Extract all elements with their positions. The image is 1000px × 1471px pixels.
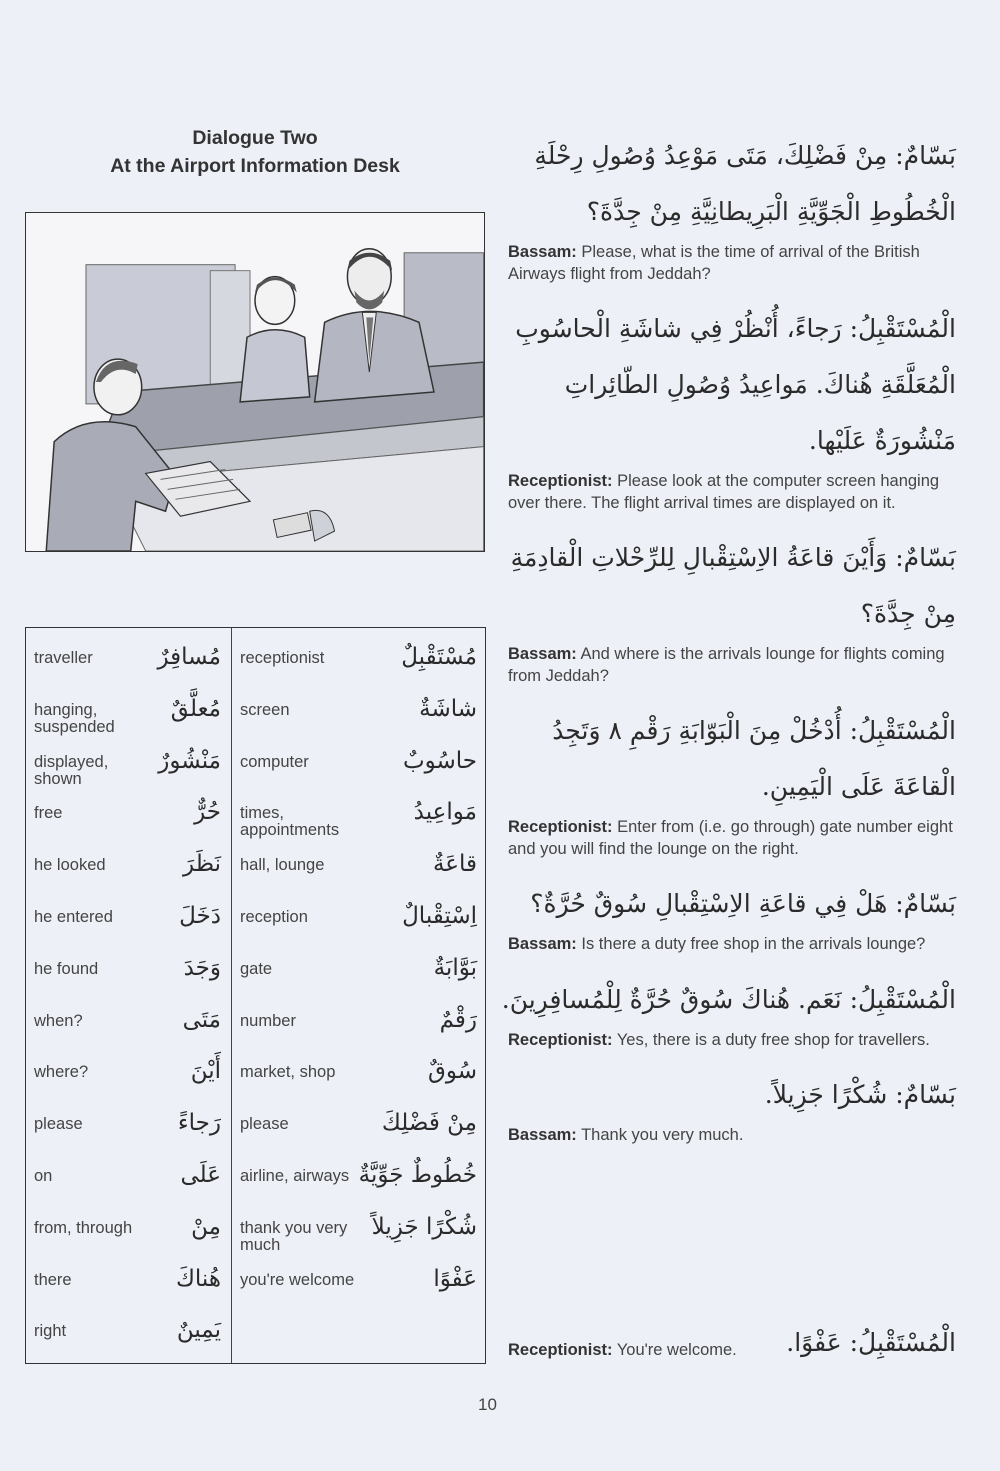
vocab-english: gate bbox=[240, 959, 273, 978]
vocab-row bbox=[26, 843, 231, 895]
vocab-row bbox=[26, 1258, 231, 1310]
vocab-row bbox=[26, 895, 231, 947]
vocab-row bbox=[232, 1154, 485, 1206]
vocab-arabic: مُعلَّقٌ bbox=[170, 695, 221, 722]
vocab-row bbox=[232, 947, 485, 999]
vocab-arabic: وَجَدَ bbox=[183, 954, 221, 981]
vocab-arabic: مُسْتَقْبِلٌ bbox=[401, 644, 477, 670]
arabic-line: مِنْ جِدَّةَ؟ bbox=[860, 599, 956, 628]
vocab-arabic: مَتَى bbox=[182, 1006, 221, 1033]
vocab-arabic: يَمِينٌ bbox=[176, 1317, 221, 1344]
vocab-english: screen bbox=[240, 700, 290, 719]
dialogue-subtitle: At the Airport Information Desk bbox=[110, 155, 400, 177]
arabic-line: مَنْشُورَةٌ عَلَيْها. bbox=[808, 426, 956, 455]
english-translation bbox=[508, 242, 956, 285]
vocab-row bbox=[26, 688, 231, 740]
vocab-arabic: شاشَةٌ bbox=[419, 695, 477, 722]
english-translation bbox=[508, 1030, 956, 1052]
vocab-arabic: مِنْ bbox=[191, 1213, 221, 1240]
vocab-row bbox=[232, 999, 485, 1051]
vocab-row bbox=[26, 1154, 231, 1206]
vocab-row bbox=[232, 636, 485, 688]
vocab-english: thank you very much bbox=[240, 1218, 348, 1254]
translation-text: Thank you very much. bbox=[581, 1126, 744, 1144]
dialogue-exchange bbox=[506, 1067, 956, 1147]
vocab-row bbox=[26, 1206, 231, 1258]
vocab-row bbox=[26, 1309, 231, 1361]
speaker-name: Bassam: bbox=[508, 645, 577, 663]
vocab-english: right bbox=[34, 1322, 67, 1341]
vocab-english: he looked bbox=[34, 856, 106, 875]
arabic-line: الْمُسْتَقْبِلُ: رَجاءً، أُنْظُرْ فِي شاشَةِ الْحاسُوبِ bbox=[515, 314, 956, 343]
vocab-row bbox=[232, 843, 485, 895]
arabic-line: الْمُسْتَقْبِلُ: عَفْوًا. bbox=[786, 1328, 956, 1357]
translation-text: Yes, there is a duty free shop for travellers. bbox=[616, 1030, 930, 1049]
vocab-arabic: حُرٌّ bbox=[194, 799, 221, 826]
arabic-line: بَسّامٌ: شُكْرًا جَزِيلاً. bbox=[764, 1080, 956, 1109]
vocab-english: please bbox=[34, 1115, 83, 1134]
vocab-english: computer bbox=[240, 752, 309, 771]
dialogue-exchange bbox=[506, 128, 956, 285]
vocab-arabic: شُكْرًا جَزِيلاً bbox=[371, 1213, 477, 1240]
translation-text: Please, what is the time of arrival of the British Airways flight from Jeddah? bbox=[508, 243, 920, 283]
speaker-name: Receptionist: bbox=[508, 472, 613, 490]
airport-desk-illustration bbox=[25, 212, 485, 552]
vocab-english: he found bbox=[34, 959, 99, 978]
vocab-arabic: عَفْوًا bbox=[433, 1265, 477, 1292]
vocab-row bbox=[26, 636, 231, 688]
vocabulary-column-right bbox=[232, 636, 485, 1309]
vocab-english: he entered bbox=[34, 907, 113, 926]
vocab-arabic: مُسافِرٌ bbox=[157, 644, 221, 670]
vocab-arabic: اِسْتِقْبالٌ bbox=[402, 902, 477, 929]
vocab-arabic: مَنْشُورٌ bbox=[158, 747, 221, 774]
vocab-english: airline, airways bbox=[240, 1166, 350, 1185]
vocab-english: receptionist bbox=[240, 649, 325, 667]
vocab-arabic: قاعَةٌ bbox=[432, 851, 477, 878]
dialogue-title: Dialogue Two bbox=[192, 127, 318, 149]
dialogue-exchange bbox=[506, 703, 956, 860]
speaker-name: Bassam: bbox=[508, 935, 577, 953]
translation-text: Enter from (i.e. go through) gate number eight and you will find the lounge on the right. bbox=[508, 818, 953, 858]
vocab-row bbox=[232, 1050, 485, 1102]
dialogue-exchange bbox=[506, 530, 956, 687]
vocab-arabic: رَجاءً bbox=[177, 1110, 221, 1137]
vocab-row bbox=[26, 999, 231, 1051]
arabic-line: الْمُسْتَقْبِلُ: نَعَم. هُناكَ سُوقٌ حُرَّةٌ لِلْمُسافِرِينَ. bbox=[501, 984, 956, 1014]
dialogue-final-exchange bbox=[508, 1328, 956, 1368]
vocab-english: on bbox=[34, 1166, 53, 1185]
vocab-row bbox=[232, 791, 485, 843]
vocab-arabic: حاسُوبٌ bbox=[402, 747, 477, 774]
vocab-arabic: سُوقٌ bbox=[428, 1058, 477, 1085]
vocab-arabic: هُناكَ bbox=[175, 1265, 221, 1292]
vocab-row bbox=[26, 1050, 231, 1102]
vocab-english: where? bbox=[34, 1063, 89, 1082]
vocab-english: number bbox=[240, 1011, 296, 1030]
vocab-row bbox=[26, 1102, 231, 1154]
dialogue-exchange bbox=[501, 972, 956, 1052]
english-translation bbox=[508, 644, 956, 687]
vocab-arabic: عَلَى bbox=[180, 1161, 221, 1188]
arabic-line: بَسّامٌ: مِنْ فَضْلِكَ، مَتَى مَوْعِدُ وُصُولِ رِحْلَةِ bbox=[534, 141, 956, 170]
vocab-arabic: نَظَرَ bbox=[183, 851, 221, 878]
arabic-line: الْخُطُوطِ الْجَوِّيَّةِ الْبَرِيطانِيَّةِ مِنْ جِدَّةَ؟ bbox=[586, 197, 956, 226]
arabic-line: الْقاعَةَ عَلَى الْيَمِينِ. bbox=[761, 772, 956, 801]
vocab-english: there bbox=[34, 1270, 72, 1289]
vocab-row bbox=[26, 740, 231, 792]
speaker-name: Bassam: bbox=[508, 1126, 577, 1144]
vocab-row bbox=[232, 1102, 485, 1154]
vocab-arabic: أَيْنَ bbox=[190, 1058, 221, 1085]
arabic-line: الْمُسْتَقْبِلُ: أُدْخُلْ مِنَ الْبَوّابَةِ رَقْمِ ٨ وَتَجِدُ bbox=[552, 716, 956, 745]
page-number: 10 bbox=[478, 1395, 497, 1414]
vocab-english: free bbox=[34, 804, 63, 823]
vocabulary-column-left bbox=[26, 636, 231, 1361]
vocab-row bbox=[26, 947, 231, 999]
translation-text: Is there a duty free shop in the arrivals lounge? bbox=[581, 935, 926, 953]
vocab-arabic: بَوَّابَةٌ bbox=[433, 954, 477, 981]
english-translation bbox=[508, 817, 956, 860]
arabic-line: بَسّامٌ: هَلْ فِي قاعَةِ الاِسْتِقْبالِ سُوقٌ حُرَّةٌ؟ bbox=[530, 889, 956, 918]
speaker-name: Receptionist: bbox=[508, 1030, 613, 1049]
english-translation bbox=[508, 934, 956, 956]
vocab-english: displayed, shown bbox=[34, 752, 109, 788]
speaker-name: Bassam: bbox=[508, 243, 577, 261]
vocab-row bbox=[232, 688, 485, 740]
english-translation bbox=[508, 1125, 956, 1147]
translation-text: And where is the arrivals lounge for flights coming from Jeddah? bbox=[508, 645, 945, 685]
translation-text: You're welcome. bbox=[616, 1341, 737, 1359]
vocab-row bbox=[232, 1206, 485, 1258]
english-translation bbox=[508, 1341, 737, 1360]
arabic-line: بَسّامٌ: وَأَيْنَ قاعَةُ الاِسْتِقْبالِ لِلرِّحْلاتِ الْقادِمَةِ bbox=[510, 543, 956, 572]
vocab-arabic: مِنْ فَضْلِكَ bbox=[381, 1110, 477, 1137]
vocab-english: you're welcome bbox=[240, 1270, 355, 1289]
dialogue-text bbox=[501, 128, 956, 1163]
speaker-name: Receptionist: bbox=[508, 1341, 613, 1359]
vocab-arabic: رَقْمٌ bbox=[439, 1006, 477, 1033]
vocab-row bbox=[232, 1258, 485, 1310]
vocab-english: hanging, suspended bbox=[34, 700, 115, 736]
vocab-english: traveller bbox=[34, 649, 93, 667]
illustration-drawing bbox=[26, 213, 484, 551]
vocab-row bbox=[232, 740, 485, 792]
vocab-english: from, through bbox=[34, 1218, 133, 1237]
vocab-english: when? bbox=[34, 1011, 83, 1030]
dialogue-heading bbox=[25, 124, 485, 180]
vocab-english: times, appointments bbox=[240, 804, 340, 840]
vocab-arabic: دَخَلَ bbox=[179, 902, 221, 929]
vocab-arabic: مَواعِيدُ bbox=[413, 799, 477, 826]
vocab-english: hall, lounge bbox=[240, 856, 325, 875]
vocab-row bbox=[26, 791, 231, 843]
translation-text: Please look at the computer screen hanging over there. The flight arrival times are displayed on it. bbox=[508, 472, 940, 512]
vocab-english: reception bbox=[240, 907, 308, 926]
vocab-arabic: خُطُوطٌ جَوِّيَّةٌ bbox=[358, 1161, 477, 1188]
dialogue-exchange bbox=[506, 876, 956, 956]
speaker-name: Receptionist: bbox=[508, 818, 613, 836]
vocab-row bbox=[232, 895, 485, 947]
vocab-english: please bbox=[240, 1115, 289, 1134]
english-translation bbox=[508, 471, 956, 514]
arabic-line: الْمُعَلَّقَةِ هُناكَ. مَواعِيدُ وُصُولِ الطّائِراتِ bbox=[564, 370, 956, 399]
vocab-english: market, shop bbox=[240, 1063, 336, 1082]
dialogue-exchange bbox=[506, 301, 956, 514]
vocabulary-table bbox=[25, 627, 486, 1364]
